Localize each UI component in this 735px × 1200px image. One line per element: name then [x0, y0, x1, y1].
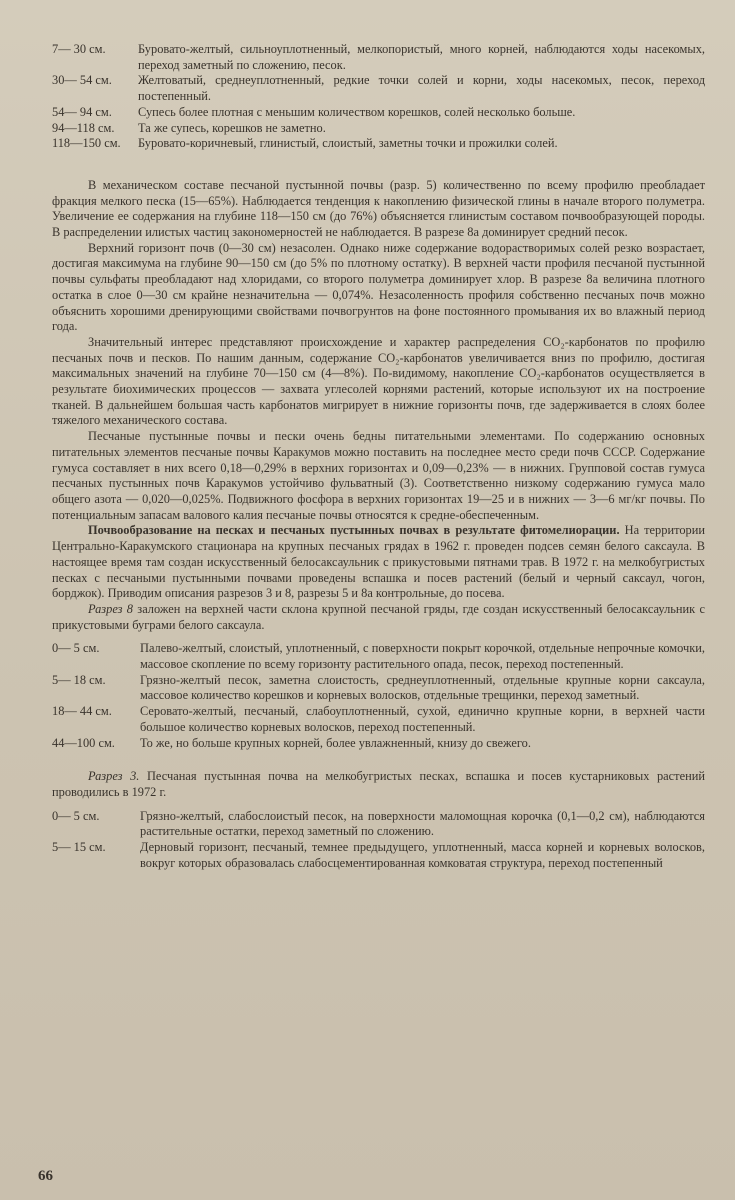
- soil-layer: [52, 704, 705, 735]
- soil-layer: [52, 121, 705, 137]
- page-number: 66: [38, 1168, 53, 1184]
- soil-layer: [52, 136, 705, 152]
- paragraph-nutrients: Песчаные пустынные почвы и пески очень бедны питательными элементами. По содержанию основных питательных элементов песчаные почвы Каракумов можно поставить на последнее место среди почв СССР. Содержание гумуса составляет в них всего 0,18—0,29% в верхних горизонтах и 0,09—0,23% — в нижних. Групповой состав гумуса песчаных пустынных почв Каракумов устойчиво фульватный (3). Соответственно низкому содержанию гумуса мало общего азота — 0,020—0,025%. Подвижного фосфора в верхних горизонтах 19—25 и в нижних — 3—6 мг/кг почвы. По потенциальным запасам валового калия песчаные почвы относятся к средне-обеспеченным.: [52, 429, 705, 522]
- paragraph-carbonates: Значительный интерес представляют происхождение и характер распределения CO₂-карбонатов по профилю песчаных почв и песков. По нашим данным, содержание CO₂-карбонатов увеличивается вниз по профилю, достигая максимальных значений на глубине 70—150 см (4—8%). По-видимому, накопление CO₂-карбонатов осуществляется в результате биохимических процессов — захвата углесолей корнями растений, которые используют их на построение тканей. В дальнейшем большая часть карбонатов мигрирует в нижние горизонты почв, где задерживается в слоях более тяжелого механического состава.: [52, 334, 705, 428]
- razrez-3-text: Песчаная пустынная почва на мелкобугристых песках, вспашка и посев кустарниковых растений проводились в 1972 г.: [52, 769, 705, 799]
- layers-razrez-8: [52, 641, 705, 751]
- section-heading: Почвообразование на песках и песчаных пустынных почвах в результате фитомелиорации.: [88, 523, 620, 538]
- layer-description: Буровато-коричневый, глинистый, слоистый, заметны точки и прожилки солей.: [138, 136, 558, 151]
- soil-layer: [52, 673, 705, 704]
- layer-depth: 5— 15 см.: [52, 840, 106, 855]
- razrez-3-intro: [52, 769, 705, 800]
- layer-depth: 44—100 см.: [52, 735, 115, 750]
- layers-razrez-3: [52, 809, 705, 872]
- soil-layer: [52, 736, 705, 752]
- soil-layer: [52, 73, 705, 104]
- paragraph-salinity: Верхний горизонт почв (0—30 см) незасолен. Однако ниже содержание водорастворимых солей резко возрастает, достигая максимума на глубине 90—150 см (до 5% по плотному остатку). В верхней части профиля песчаной пустынной почвы сульфаты преобладают над хлоридами, со второго полуметра доминирует хлор. В разрезе 8а величина плотного остатка в слое 0—30 см крайне незначительна — 0,074%. Незасоленность профиля собственно песчаных почв можно объяснить хорошими дренирующими свойствами почвогрунтов на фоне постоянного промывания их во влажный период года.: [52, 240, 705, 334]
- layers-top: [52, 42, 705, 152]
- layer-description: Супесь более плотная с меньшим количеством корешков, солей несколько больше.: [138, 104, 576, 119]
- layer-description: Серовато-желтый, песчаный, слабоуплотненный, сухой, единично крупные корни, в верхней части большое количество корневых волосков, переход постепенный.: [140, 704, 705, 734]
- soil-layer: [52, 840, 705, 871]
- razrez-8-intro: [52, 602, 705, 633]
- layer-description: Грязно-желтый, слабослоистый песок, на поверхности маломощная корочка (0,1—0,2 см), наблюдаются растительные остатки, переход заметный по сложению.: [140, 808, 705, 839]
- layer-description: Буровато-желтый, сильноуплотненный, мелкопористый, много корней, наблюдаются ходы насекомых, переход заметный по сложению, песок.: [138, 42, 705, 72]
- layer-description: Та же супесь, корешков не заметно.: [138, 120, 326, 135]
- soil-layer: [52, 105, 705, 121]
- section-text: На территории Центрально-Каракумского стационара на крупных песчаных грядах в 1962 г. проведен подсев семян белого саксаула. В настоящее время там создан искусственный белосаксаульник с прикустовыми пятнами трав. В 1972 г. на мелкобугристых песках с песчаными пустынными почвами проведены вспашка и посев растений (белый и черный саксаул, чогон, борджок). Приводим описания разрезов 3 и 8, разрезы 5 и 8а контрольные, до посева.: [52, 523, 705, 601]
- layer-depth: 118—150 см.: [52, 136, 121, 151]
- layer-description: Палево-желтый, слоистый, уплотненный, с поверхности покрыт корочкой, отдельные непрочные комочки, массовое скопление по всему горизонту растительного опада, песок, переход постепенный.: [140, 641, 705, 672]
- layer-depth: 0— 5 см.: [52, 641, 100, 656]
- soil-layer: [52, 809, 705, 840]
- layer-description: То же, но больше крупных корней, более увлажненный, книзу до свежего.: [140, 735, 531, 750]
- layer-description: Дерновый горизонт, песчаный, темнее предыдущего, уплотненный, масса корней и корневых волосков, вокруг которых образовалась слабосцементированная комковатая структура, переход постепенный: [140, 840, 705, 870]
- layer-depth: 18— 44 см.: [52, 704, 112, 719]
- layer-depth: 54— 94 см.: [52, 104, 112, 119]
- layer-depth: 94—118 см.: [52, 120, 115, 135]
- soil-layer: [52, 641, 705, 672]
- layer-depth: 30— 54 см.: [52, 73, 112, 88]
- layer-depth: 5— 18 см.: [52, 672, 106, 687]
- soil-layer: [52, 42, 705, 73]
- razrez-8-text: заложен на верхней части склона крупной песчаной гряды, где создан искусственный белосаксаульник с прикустовыми буграми белого саксаула.: [52, 601, 705, 632]
- layer-description: Желтоватый, среднеуплотненный, редкие точки солей и корни, ходы насекомых, песок, переход постепенный.: [138, 73, 705, 104]
- paragraph-mechanical-composition: В механическом составе песчаной пустынной почвы (разр. 5) количественно по всему профилю преобладает фракция мелкого песка (15—65%). Наблюдается тенденция к накоплению физической глины в начале второго полуметра. Увеличение ее содержания на глубине 118—150 см (до 76%) объясняется глинистым составом почвообразующей породы. В распределении илистых частиц закономерностей не наблюдается. В разрезе 8а доминирует средний песок.: [52, 177, 705, 240]
- layer-depth: 0— 5 см.: [52, 808, 100, 823]
- layer-depth: 7— 30 см.: [52, 42, 106, 56]
- layer-description: Грязно-желтый песок, заметна слоистость, среднеуплотненный, отдельные крупные корни саксаула, массовое количество корешков и корневых волосков, отдельные трещинки, переход заметный.: [140, 672, 705, 703]
- razrez-3-label: Разрез 3.: [88, 769, 140, 784]
- razrez-8-label: Разрез 8: [88, 601, 133, 616]
- section-phytomelioration: [52, 523, 705, 602]
